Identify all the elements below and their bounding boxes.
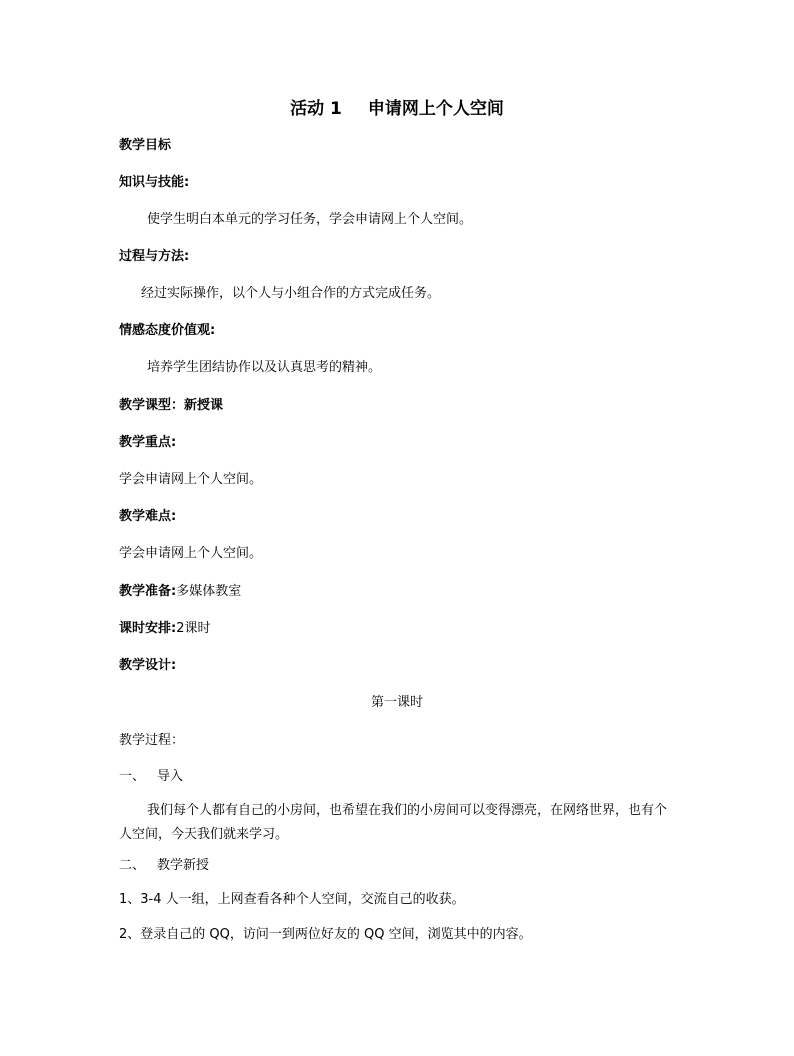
- step-one: 1、3-4 人一组，上网查看各种个人空间，交流自己的收获。: [119, 892, 465, 907]
- preparation-label: 教学准备:: [119, 584, 177, 599]
- schedule-text: 2课时: [176, 621, 211, 636]
- process-label: 过程与方法:: [119, 249, 190, 264]
- difficulty-text: 学会申请网上个人空间。: [119, 546, 263, 561]
- process-text: 经过实际操作，以个人与小组合作的方式完成任务。: [141, 286, 441, 301]
- difficulty-label: 教学难点:: [119, 509, 177, 524]
- lesson-one-heading: 第一课时: [370, 695, 423, 710]
- step-two: 2、登录自己的 QQ，访问一到两位好友的 QQ 空间，浏览其中的内容。: [119, 927, 532, 942]
- lesson-type: 教学课型：新授课: [119, 398, 224, 413]
- key-point-text: 学会申请网上个人空间。: [119, 472, 263, 487]
- process-heading: 教学过程：: [119, 733, 185, 748]
- emotion-label: 情感态度价值观:: [119, 323, 216, 338]
- section-one-heading: [119, 768, 183, 786]
- schedule-line: [119, 620, 210, 638]
- section-two-number: 二、: [119, 858, 146, 873]
- design-label: 教学设计:: [119, 658, 177, 673]
- knowledge-text: 使学生明白本单元的学习任务，学会申请网上个人空间。: [147, 212, 473, 227]
- page-title: [0, 97, 794, 121]
- preparation-text: 多媒体教室: [176, 584, 242, 599]
- section-one-title: 导入: [157, 769, 184, 784]
- activity-name: 申请网上个人空间: [367, 99, 504, 119]
- emotion-text: 培养学生团结协作以及认真思考的精神。: [147, 360, 382, 375]
- section-two-title: 教学新授: [157, 858, 210, 873]
- section-one-paragraph: 我们每个人都有自己的小房间，也希望在我们的小房间可以变得漂亮，在网络世界，也有个人空间，今天我们就来学习。: [119, 803, 668, 842]
- knowledge-label: 知识与技能:: [119, 175, 190, 190]
- objectives-heading: 教学目标: [119, 138, 172, 153]
- section-one-number: 一、: [119, 769, 146, 784]
- key-point-label: 教学重点:: [119, 435, 177, 450]
- section-two-heading: [119, 857, 209, 875]
- schedule-label: 课时安排:: [119, 621, 177, 636]
- activity-number: 活动 1: [290, 99, 342, 119]
- preparation-line: [119, 583, 241, 601]
